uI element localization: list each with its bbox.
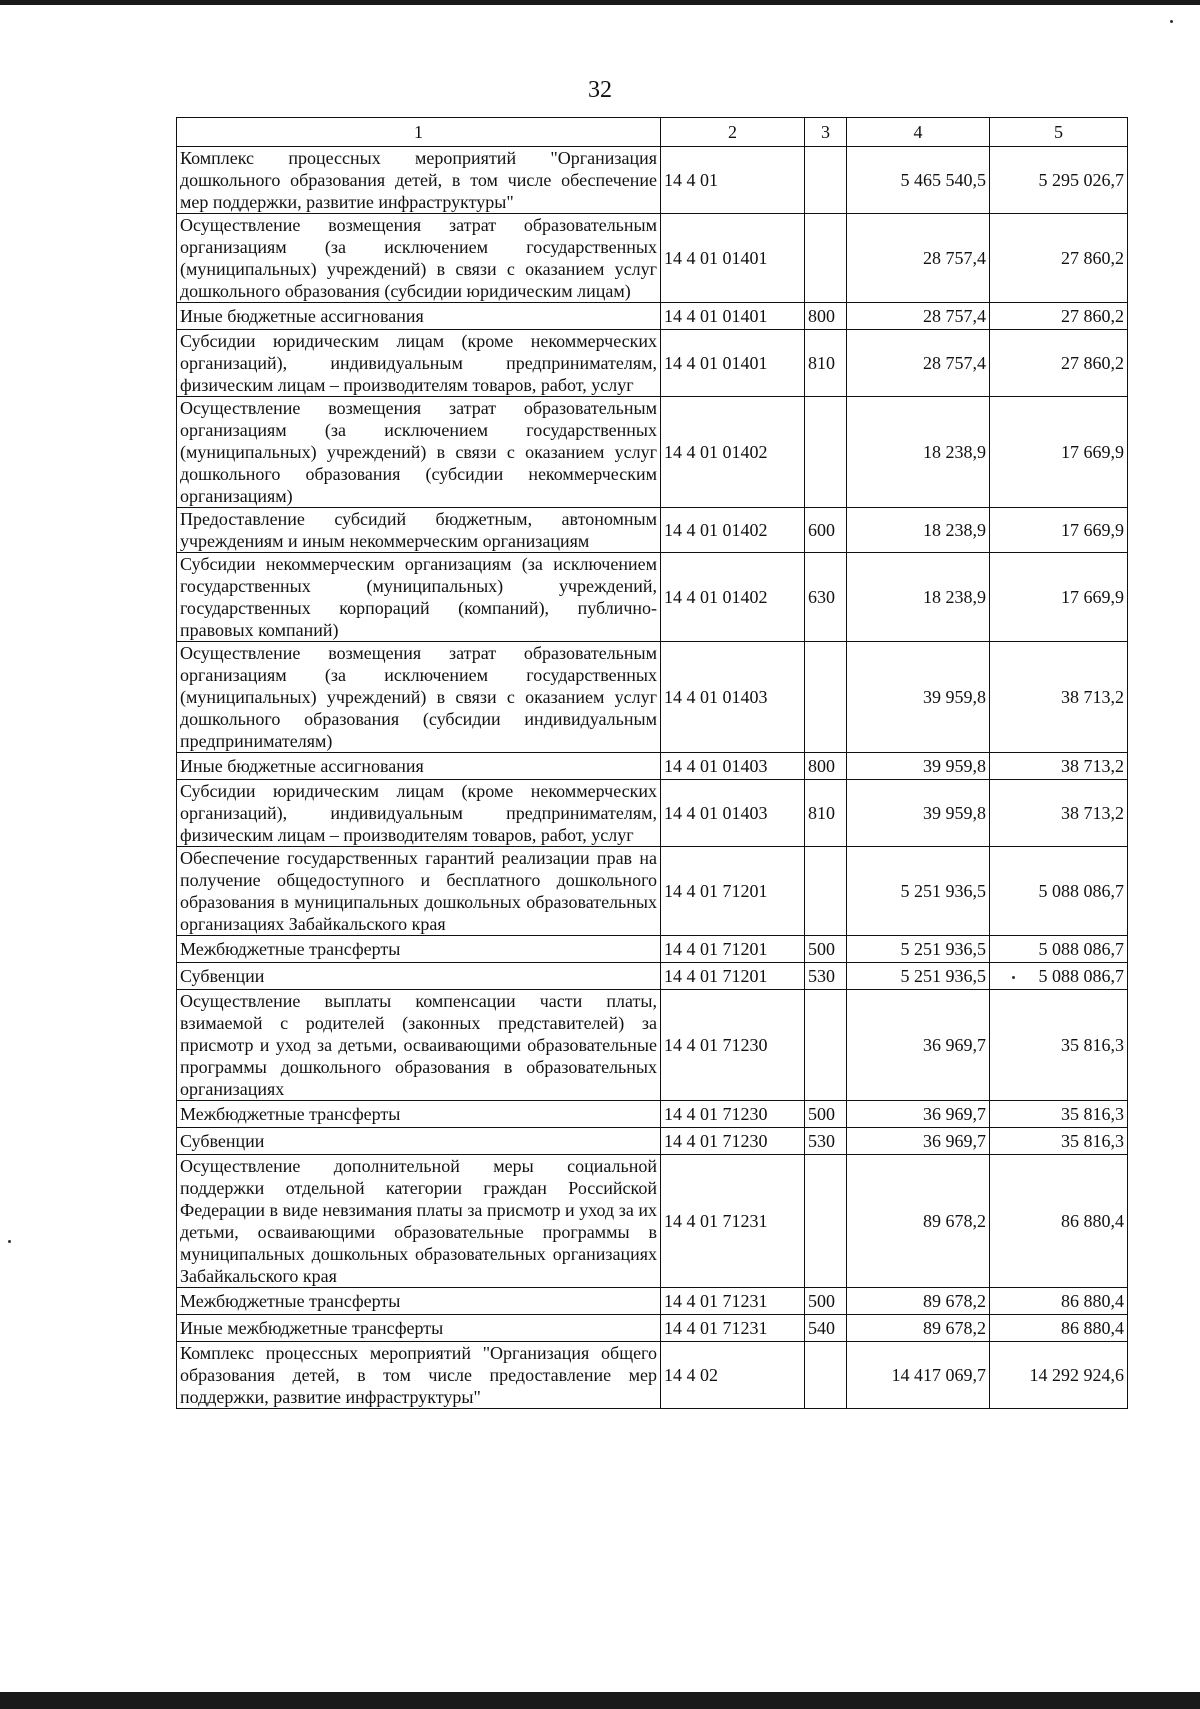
table-row — [177, 1315, 1128, 1342]
row-code: 14 4 01 71231 — [661, 1315, 805, 1342]
row-amount-2: 38 713,2 — [990, 780, 1128, 847]
column-header-amount-1: 4 — [847, 118, 990, 147]
row-code: 14 4 01 01401 — [661, 330, 805, 397]
scan-speck — [8, 1240, 11, 1243]
row-code: 14 4 01 01401 — [661, 303, 805, 330]
table-row — [177, 990, 1128, 1101]
table-header-row — [177, 118, 1128, 147]
row-amount-2: 5 088 086,7 — [990, 936, 1128, 963]
budget-table — [176, 117, 1128, 1409]
row-code: 14 4 01 — [661, 147, 805, 214]
row-amount-1: 28 757,4 — [847, 214, 990, 303]
row-code: 14 4 01 01401 — [661, 214, 805, 303]
row-amount-2: 35 816,3 — [990, 1101, 1128, 1128]
table-row — [177, 642, 1128, 753]
row-amount-1: 89 678,2 — [847, 1315, 990, 1342]
row-amount-1: 5 251 936,5 — [847, 963, 990, 990]
row-amount-2: 27 860,2 — [990, 214, 1128, 303]
row-type: 810 — [805, 330, 847, 397]
row-name: Осуществление возмещения затрат образовательным организациям (за исключением государственных (муниципальных) учреждений) в связи с оказанием услуг дошкольного образования (субсидии индивидуальным предпринимателям) — [177, 642, 661, 753]
row-amount-2: 38 713,2 — [990, 642, 1128, 753]
row-amount-1: 36 969,7 — [847, 1128, 990, 1155]
row-amount-2: 17 669,9 — [990, 553, 1128, 642]
row-amount-2: 35 816,3 — [990, 990, 1128, 1101]
row-name: Обеспечение государственных гарантий реализации прав на получение общедоступного и бесплатного дошкольного образования в муниципальных дошкольных образовательных организациях Забайкальского края — [177, 847, 661, 936]
row-type: 500 — [805, 1101, 847, 1128]
row-name: Осуществление дополнительной меры социальной поддержки отдельной категории граждан Российской Федерации в виде невзимания платы за присмотр и уход за их детьми, осваивающими образовательные программы в муниципальных дошкольных образовательных организациях Забайкальского края — [177, 1155, 661, 1288]
row-amount-2: 5 088 086,7 — [990, 847, 1128, 936]
row-type: 810 — [805, 780, 847, 847]
row-name: Межбюджетные трансферты — [177, 936, 661, 963]
row-code: 14 4 02 — [661, 1342, 805, 1409]
row-name: Предоставление субсидий бюджетным, автономным учреждениям и иным некоммерческим организациям — [177, 508, 661, 553]
row-code: 14 4 01 71230 — [661, 1128, 805, 1155]
row-code: 14 4 01 71201 — [661, 847, 805, 936]
row-amount-2: 14 292 924,6 — [990, 1342, 1128, 1409]
row-type: 630 — [805, 553, 847, 642]
row-name: Иные бюджетные ассигнования — [177, 753, 661, 780]
row-code: 14 4 01 01403 — [661, 780, 805, 847]
table-row — [177, 1342, 1128, 1409]
row-name: Межбюджетные трансферты — [177, 1101, 661, 1128]
column-header-name: 1 — [177, 118, 661, 147]
row-name: Осуществление возмещения затрат образовательным организациям (за исключением государственных (муниципальных) учреждений) в связи с оказанием услуг дошкольного образования (субсидии юридическим лицам) — [177, 214, 661, 303]
table-row — [177, 508, 1128, 553]
row-amount-2: 17 669,9 — [990, 397, 1128, 508]
row-amount-1: 18 238,9 — [847, 397, 990, 508]
row-amount-1: 39 959,8 — [847, 753, 990, 780]
row-amount-1: 89 678,2 — [847, 1288, 990, 1315]
row-amount-1: 39 959,8 — [847, 780, 990, 847]
row-name: Комплекс процессных мероприятий "Организация общего образования детей, в том числе предоставление мер поддержки, развитие инфраструктуры" — [177, 1342, 661, 1409]
row-amount-1: 5 251 936,5 — [847, 936, 990, 963]
row-amount-2: 27 860,2 — [990, 330, 1128, 397]
row-code: 14 4 01 71231 — [661, 1288, 805, 1315]
row-amount-2: 5 088 086,7 — [990, 963, 1128, 990]
row-amount-1: 89 678,2 — [847, 1155, 990, 1288]
column-header-type: 3 — [805, 118, 847, 147]
scan-speck — [1012, 976, 1015, 979]
row-type: 600 — [805, 508, 847, 553]
row-name: Осуществление выплаты компенсации части платы, взимаемой с родителей (законных представителей) за присмотр и уход за детьми, осваивающими образовательные программы дошкольного образования в образовательных организациях — [177, 990, 661, 1101]
row-amount-1: 28 757,4 — [847, 330, 990, 397]
row-code: 14 4 01 71230 — [661, 1101, 805, 1128]
row-amount-2: 86 880,4 — [990, 1315, 1128, 1342]
row-amount-1: 28 757,4 — [847, 303, 990, 330]
table-row — [177, 753, 1128, 780]
table-row — [177, 303, 1128, 330]
row-type: 540 — [805, 1315, 847, 1342]
row-code: 14 4 01 71201 — [661, 963, 805, 990]
table-row — [177, 397, 1128, 508]
row-type: 530 — [805, 1128, 847, 1155]
row-code: 14 4 01 71231 — [661, 1155, 805, 1288]
table-row — [177, 214, 1128, 303]
row-name: Осуществление возмещения затрат образовательным организациям (за исключением государственных (муниципальных) учреждений) в связи с оказанием услуг дошкольного образования (субсидии некоммерческим организациям) — [177, 397, 661, 508]
row-type — [805, 1155, 847, 1288]
row-name: Иные межбюджетные трансферты — [177, 1315, 661, 1342]
scan-border-bottom — [0, 1692, 1200, 1709]
scan-speck — [1170, 20, 1173, 23]
row-code: 14 4 01 01402 — [661, 397, 805, 508]
row-name: Иные бюджетные ассигнования — [177, 303, 661, 330]
row-type: 500 — [805, 936, 847, 963]
row-name: Субвенции — [177, 1128, 661, 1155]
row-name: Комплекс процессных мероприятий "Организация дошкольного образования детей, в том числе обеспечение мер поддержки, развитие инфраструктуры" — [177, 147, 661, 214]
row-amount-1: 39 959,8 — [847, 642, 990, 753]
row-amount-1: 18 238,9 — [847, 553, 990, 642]
row-amount-2: 5 295 026,7 — [990, 147, 1128, 214]
row-amount-2: 86 880,4 — [990, 1155, 1128, 1288]
row-name: Субсидии юридическим лицам (кроме некоммерческих организаций), индивидуальным предпринимателям, физическим лицам – производителям товаров, работ, услуг — [177, 330, 661, 397]
row-type — [805, 642, 847, 753]
row-type — [805, 147, 847, 214]
row-type: 530 — [805, 963, 847, 990]
page-number: 32 — [588, 77, 612, 103]
row-type — [805, 847, 847, 936]
row-amount-1: 5 465 540,5 — [847, 147, 990, 214]
row-type: 800 — [805, 303, 847, 330]
row-type — [805, 1342, 847, 1409]
row-amount-2: 27 860,2 — [990, 303, 1128, 330]
row-type: 500 — [805, 1288, 847, 1315]
row-amount-1: 36 969,7 — [847, 1101, 990, 1128]
row-type — [805, 990, 847, 1101]
row-type: 800 — [805, 753, 847, 780]
row-code: 14 4 01 71230 — [661, 990, 805, 1101]
column-header-amount-2: 5 — [990, 118, 1128, 147]
scan-border-top — [0, 0, 1200, 5]
table-row — [177, 1128, 1128, 1155]
table-row — [177, 147, 1128, 214]
row-amount-2: 17 669,9 — [990, 508, 1128, 553]
row-name: Субсидии юридическим лицам (кроме некоммерческих организаций), индивидуальным предпринимателям, физическим лицам – производителям товаров, работ, услуг — [177, 780, 661, 847]
row-code: 14 4 01 01403 — [661, 753, 805, 780]
table-row — [177, 1101, 1128, 1128]
table-row — [177, 780, 1128, 847]
table-row — [177, 1155, 1128, 1288]
row-amount-1: 5 251 936,5 — [847, 847, 990, 936]
table-row — [177, 847, 1128, 936]
row-type — [805, 397, 847, 508]
table-row — [177, 553, 1128, 642]
row-type — [805, 214, 847, 303]
table-row — [177, 330, 1128, 397]
row-code: 14 4 01 01402 — [661, 553, 805, 642]
row-amount-2: 86 880,4 — [990, 1288, 1128, 1315]
row-amount-2: 38 713,2 — [990, 753, 1128, 780]
table-row — [177, 1288, 1128, 1315]
row-code: 14 4 01 01403 — [661, 642, 805, 753]
row-code: 14 4 01 71201 — [661, 936, 805, 963]
row-code: 14 4 01 01402 — [661, 508, 805, 553]
row-amount-2: 35 816,3 — [990, 1128, 1128, 1155]
row-amount-1: 14 417 069,7 — [847, 1342, 990, 1409]
table-row — [177, 963, 1128, 990]
row-name: Субсидии некоммерческим организациям (за исключением государственных (муниципальных) учреждений, государственных корпораций (компаний), публично-правовых компаний) — [177, 553, 661, 642]
row-name: Межбюджетные трансферты — [177, 1288, 661, 1315]
column-header-code: 2 — [661, 118, 805, 147]
table-row — [177, 936, 1128, 963]
row-name: Субвенции — [177, 963, 661, 990]
row-amount-1: 18 238,9 — [847, 508, 990, 553]
row-amount-1: 36 969,7 — [847, 990, 990, 1101]
